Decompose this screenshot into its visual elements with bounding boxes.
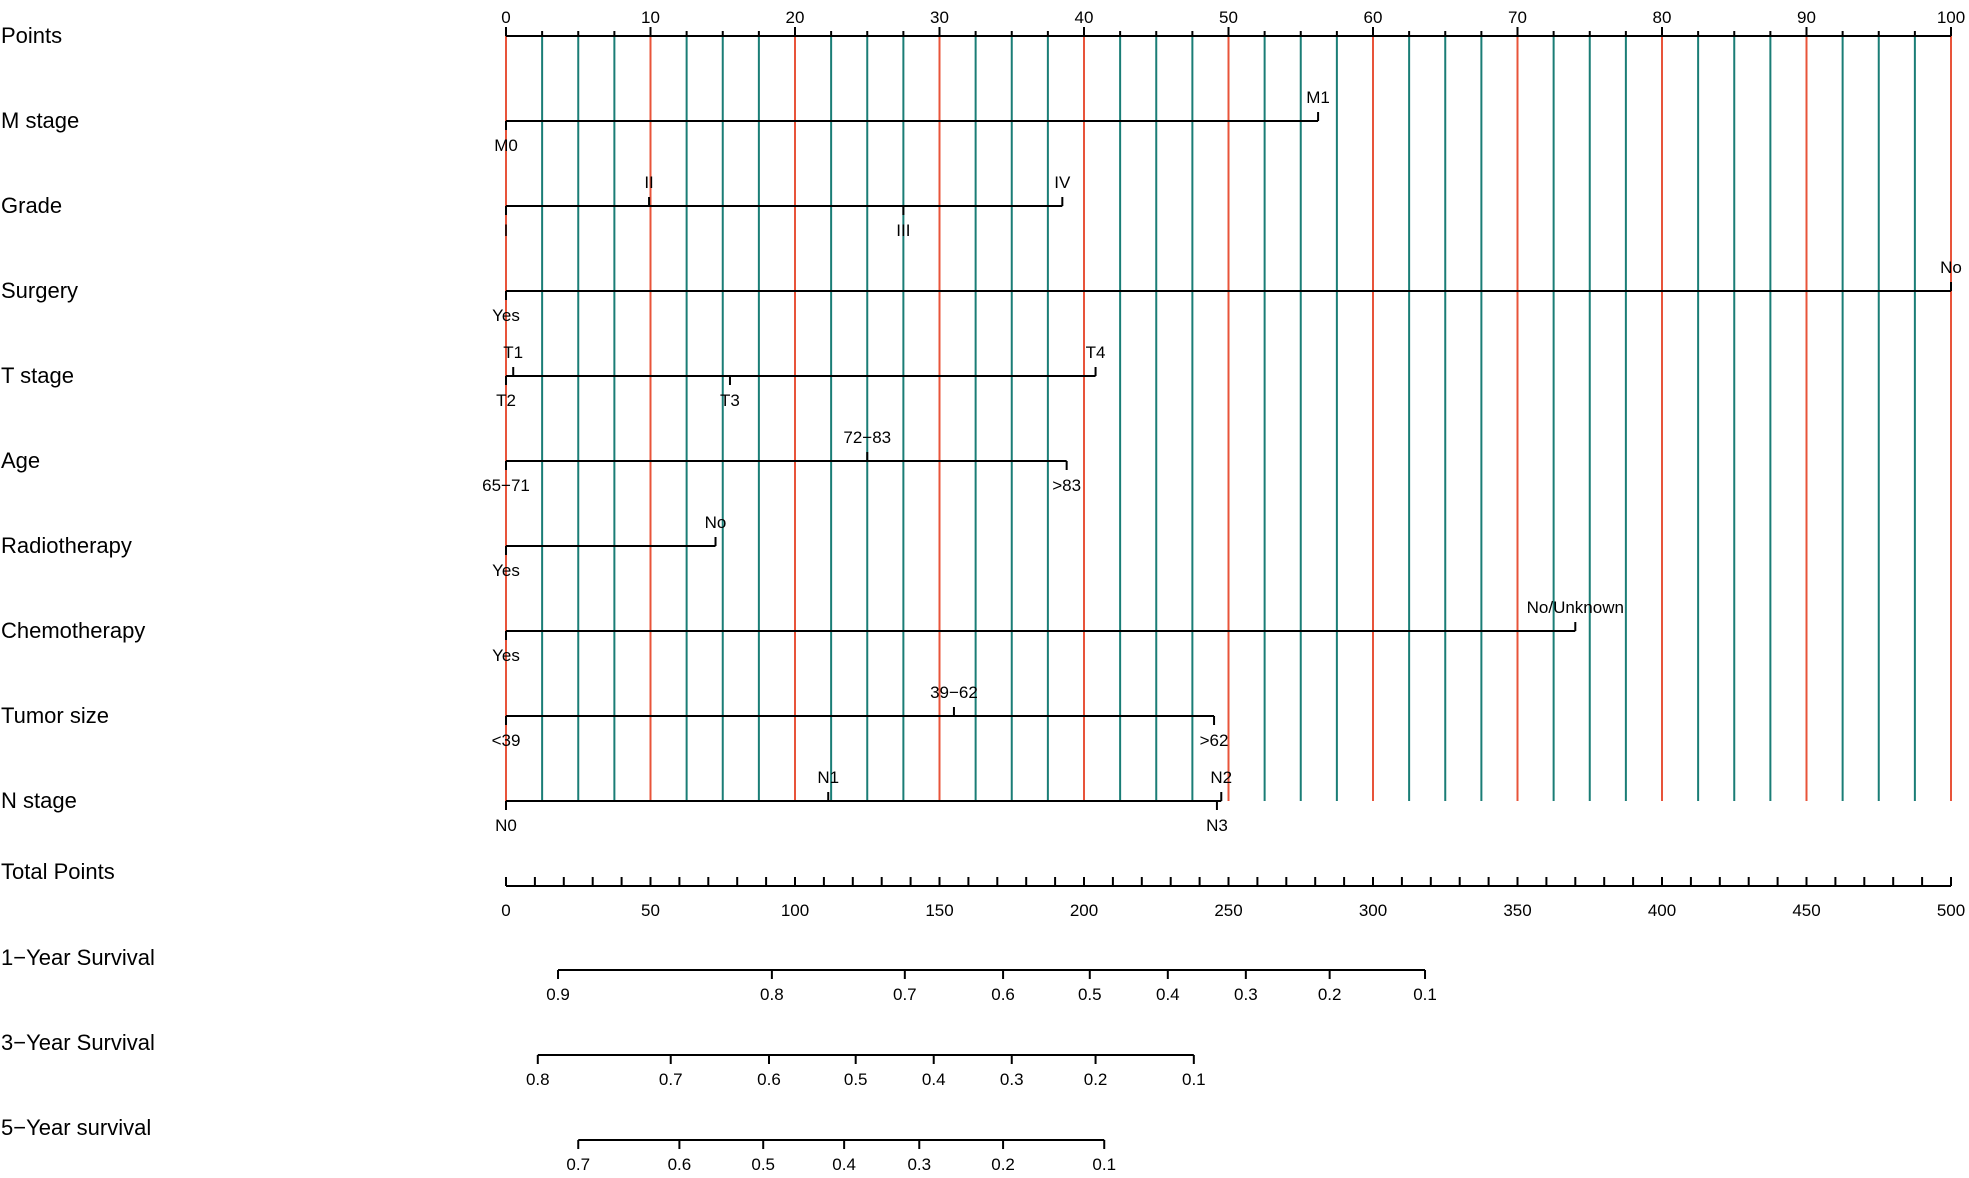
survival-tick-label: 0.4	[1155, 985, 1180, 1004]
total-tick-label: 400	[1647, 901, 1677, 920]
predictor-level-label: No/Unknown	[1526, 598, 1624, 617]
survival-tick-label: 0.7	[892, 985, 917, 1004]
survival-tick-label: 0.3	[999, 1070, 1024, 1089]
total-tick-label: 500	[1936, 901, 1966, 920]
predictor-level-label: III	[896, 221, 911, 240]
survival-tick-label: 0.9	[546, 985, 570, 1004]
total-tick-label: 200	[1069, 901, 1099, 920]
predictor-label: Age	[1, 448, 41, 473]
predictor-level-label: T2	[496, 391, 516, 410]
predictor-level-label: T3	[720, 391, 740, 410]
total-tick-label: 450	[1792, 901, 1821, 920]
predictor-level-label: T4	[1085, 343, 1106, 362]
points-axis-label: Points	[1, 23, 63, 48]
total-tick-label: 150	[925, 901, 954, 920]
survival-tick-label: 0.8	[760, 985, 784, 1004]
survival-tick-label: 0.7	[658, 1070, 683, 1089]
predictor-level-label: I	[503, 221, 509, 240]
predictor-level-label: No	[704, 513, 727, 532]
predictor-level-label: II	[644, 173, 654, 192]
predictor-level-label: IV	[1054, 173, 1071, 192]
predictor-level-label: 72−83	[843, 428, 892, 447]
points-tick-label: 90	[1797, 8, 1816, 27]
survival-tick-label: 0.1	[1092, 1155, 1117, 1174]
total-tick-label: 0	[501, 901, 511, 920]
survival-axis-label: 3−Year Survival	[1, 1030, 155, 1055]
predictor-label: Tumor size	[1, 703, 109, 728]
predictor-level-label: N1	[817, 768, 840, 787]
survival-tick-label: 0.5	[1077, 985, 1102, 1004]
predictor-level-label: Yes	[492, 306, 520, 325]
predictor-level-label: N3	[1206, 816, 1228, 835]
predictor-label: Chemotherapy	[1, 618, 146, 643]
survival-tick-label: 0.6	[667, 1155, 692, 1174]
predictor-level-label: N2	[1210, 768, 1233, 787]
grid-lines	[503, 36, 1951, 801]
points-tick-label: 20	[785, 8, 805, 27]
points-tick-label: 80	[1652, 8, 1672, 27]
predictor-label: Radiotherapy	[1, 533, 132, 558]
predictor-level-label: <39	[491, 731, 521, 750]
survival-tick-label: 0.5	[843, 1070, 868, 1089]
survival-tick-label: 0.1	[1181, 1070, 1206, 1089]
total-tick-label: 100	[780, 901, 810, 920]
predictor-level-label: 39−62	[930, 683, 978, 702]
survival-tick-label: 0.3	[1234, 985, 1258, 1004]
points-tick-label: 10	[641, 8, 660, 27]
survival-tick-label: 0.4	[921, 1070, 946, 1089]
predictor-label: Surgery	[1, 278, 79, 303]
predictor-level-label: M1	[1306, 88, 1330, 107]
survival-tick-label: 0.8	[525, 1070, 550, 1089]
predictor-level-label: >62	[1199, 731, 1229, 750]
points-tick-label: 0	[501, 8, 511, 27]
total-tick-label: 50	[641, 901, 660, 920]
survival-axis-label: 5−Year survival	[1, 1115, 152, 1140]
predictor-level-label: N0	[495, 816, 517, 835]
predictor-level-label: Yes	[492, 646, 520, 665]
predictor-level-label: No	[1940, 258, 1962, 277]
predictor-label: M stage	[1, 108, 80, 133]
points-tick-label: 70	[1508, 8, 1527, 27]
survival-tick-label: 0.7	[566, 1155, 591, 1174]
predictor-level-label: Yes	[492, 561, 520, 580]
axes	[482, 8, 1965, 1174]
points-tick-label: 50	[1219, 8, 1238, 27]
survival-tick-label: 0.2	[991, 1155, 1015, 1174]
survival-axis-label: 1−Year Survival	[1, 945, 155, 970]
predictor-level-label: T1	[503, 343, 524, 362]
survival-tick-label: 0.6	[757, 1070, 781, 1089]
total-tick-label: 300	[1358, 901, 1388, 920]
survival-tick-label: 0.3	[907, 1155, 932, 1174]
predictor-level-label: >83	[1052, 476, 1082, 495]
predictor-level-label: M0	[494, 136, 518, 155]
points-tick-label: 100	[1936, 8, 1966, 27]
survival-tick-label: 0.1	[1413, 985, 1437, 1004]
predictor-level-label: 65−71	[482, 476, 530, 495]
total-tick-label: 250	[1214, 901, 1243, 920]
points-tick-label: 30	[930, 8, 949, 27]
points-tick-label: 60	[1363, 8, 1383, 27]
survival-tick-label: 0.2	[1083, 1070, 1108, 1089]
predictor-label: Grade	[1, 193, 63, 218]
survival-tick-label: 0.4	[832, 1155, 856, 1174]
predictor-label: N stage	[1, 788, 77, 813]
survival-tick-label: 0.6	[991, 985, 1015, 1004]
predictor-label: T stage	[1, 363, 74, 388]
survival-tick-label: 0.2	[1317, 985, 1342, 1004]
row-labels	[1, 23, 155, 1140]
total-tick-label: 350	[1503, 901, 1532, 920]
points-tick-label: 40	[1074, 8, 1094, 27]
total-points-label: Total Points	[1, 859, 115, 884]
survival-tick-label: 0.5	[751, 1155, 776, 1174]
